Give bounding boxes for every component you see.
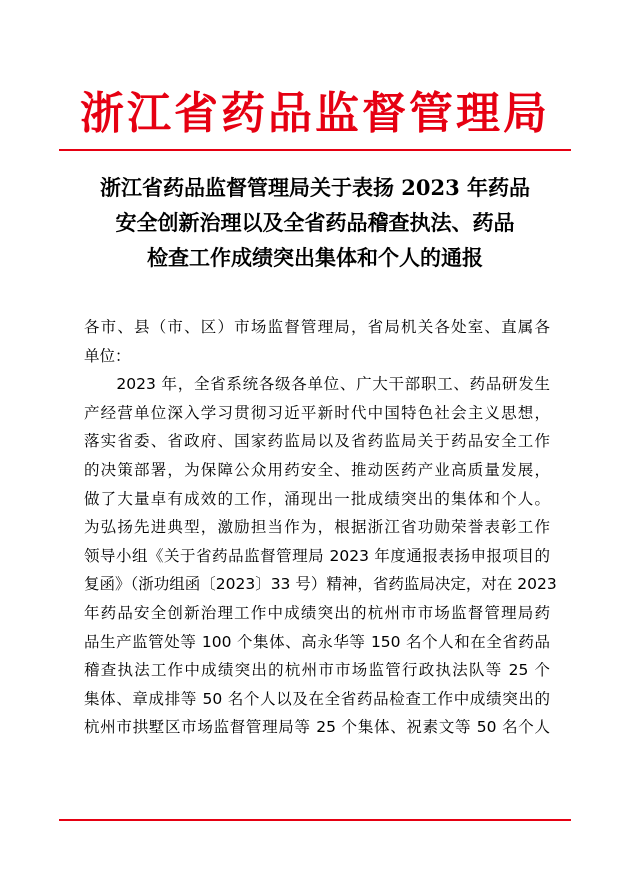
footer-red-divider [59,819,571,821]
issuing-authority-heading: 浙江省药品监督管理局 [80,88,550,139]
body-line: 集体、章成排等 50 名个人以及在全省药品检查工作中成绩突出的 [84,689,550,708]
body-line: 的决策部署，为保障公众用药安全、推动医药产业高质量发展， [84,460,550,479]
body-line: 2023 年，全省系统各级各单位、广大干部职工、药品研发生 [84,375,550,394]
body-line: 稽查执法工作中成绩突出的杭州市市场监管行政执法队等 25 个 [84,661,550,680]
body-line: 复函》（浙功组函〔2023〕33 号）精神，省药监局决定，对在 2023 [84,575,557,594]
title-line: 检查工作成绩突出集体和个人的通报 [147,245,483,270]
body-line: 杭州市拱墅区市场监督管理局等 25 个集体、祝素文等 50 名个人 [84,718,550,737]
header-red-divider [59,149,571,151]
body-line: 产经营单位深入学习贯彻习近平新时代中国特色社会主义思想， [84,403,550,422]
body-line: 年药品安全创新治理工作中成绩突出的杭州市市场监督管理局药 [84,603,550,622]
title-line: 安全创新治理以及全省药品稽查执法、药品 [115,210,515,235]
body-line: 品生产监管处等 100 个集体、高永华等 150 名个人和在全省药品 [84,632,550,651]
body-line: 落实省委、省政府、国家药监局以及省药监局关于药品安全工作 [84,432,550,451]
document-title [70,170,560,275]
body-line-addressee: 单位： [84,346,131,365]
body-line: 领导小组《关于省药品监督管理局 2023 年度通报表扬申报项目的 [84,546,550,565]
title-line: 浙江省药品监督管理局关于表扬 2023 年药品 [99,175,531,200]
body-line-addressee: 各市、县（市、区）市场监督管理局，省局机关各处室、直属各 [84,318,550,336]
document-body [84,313,557,742]
body-line: 为弘扬先进典型，激励担当作为，根据浙江省功勋荣誉表彰工作 [84,518,550,537]
body-line: 做了大量卓有成效的工作，涌现出一批成绩突出的集体和个人。 [84,489,550,508]
